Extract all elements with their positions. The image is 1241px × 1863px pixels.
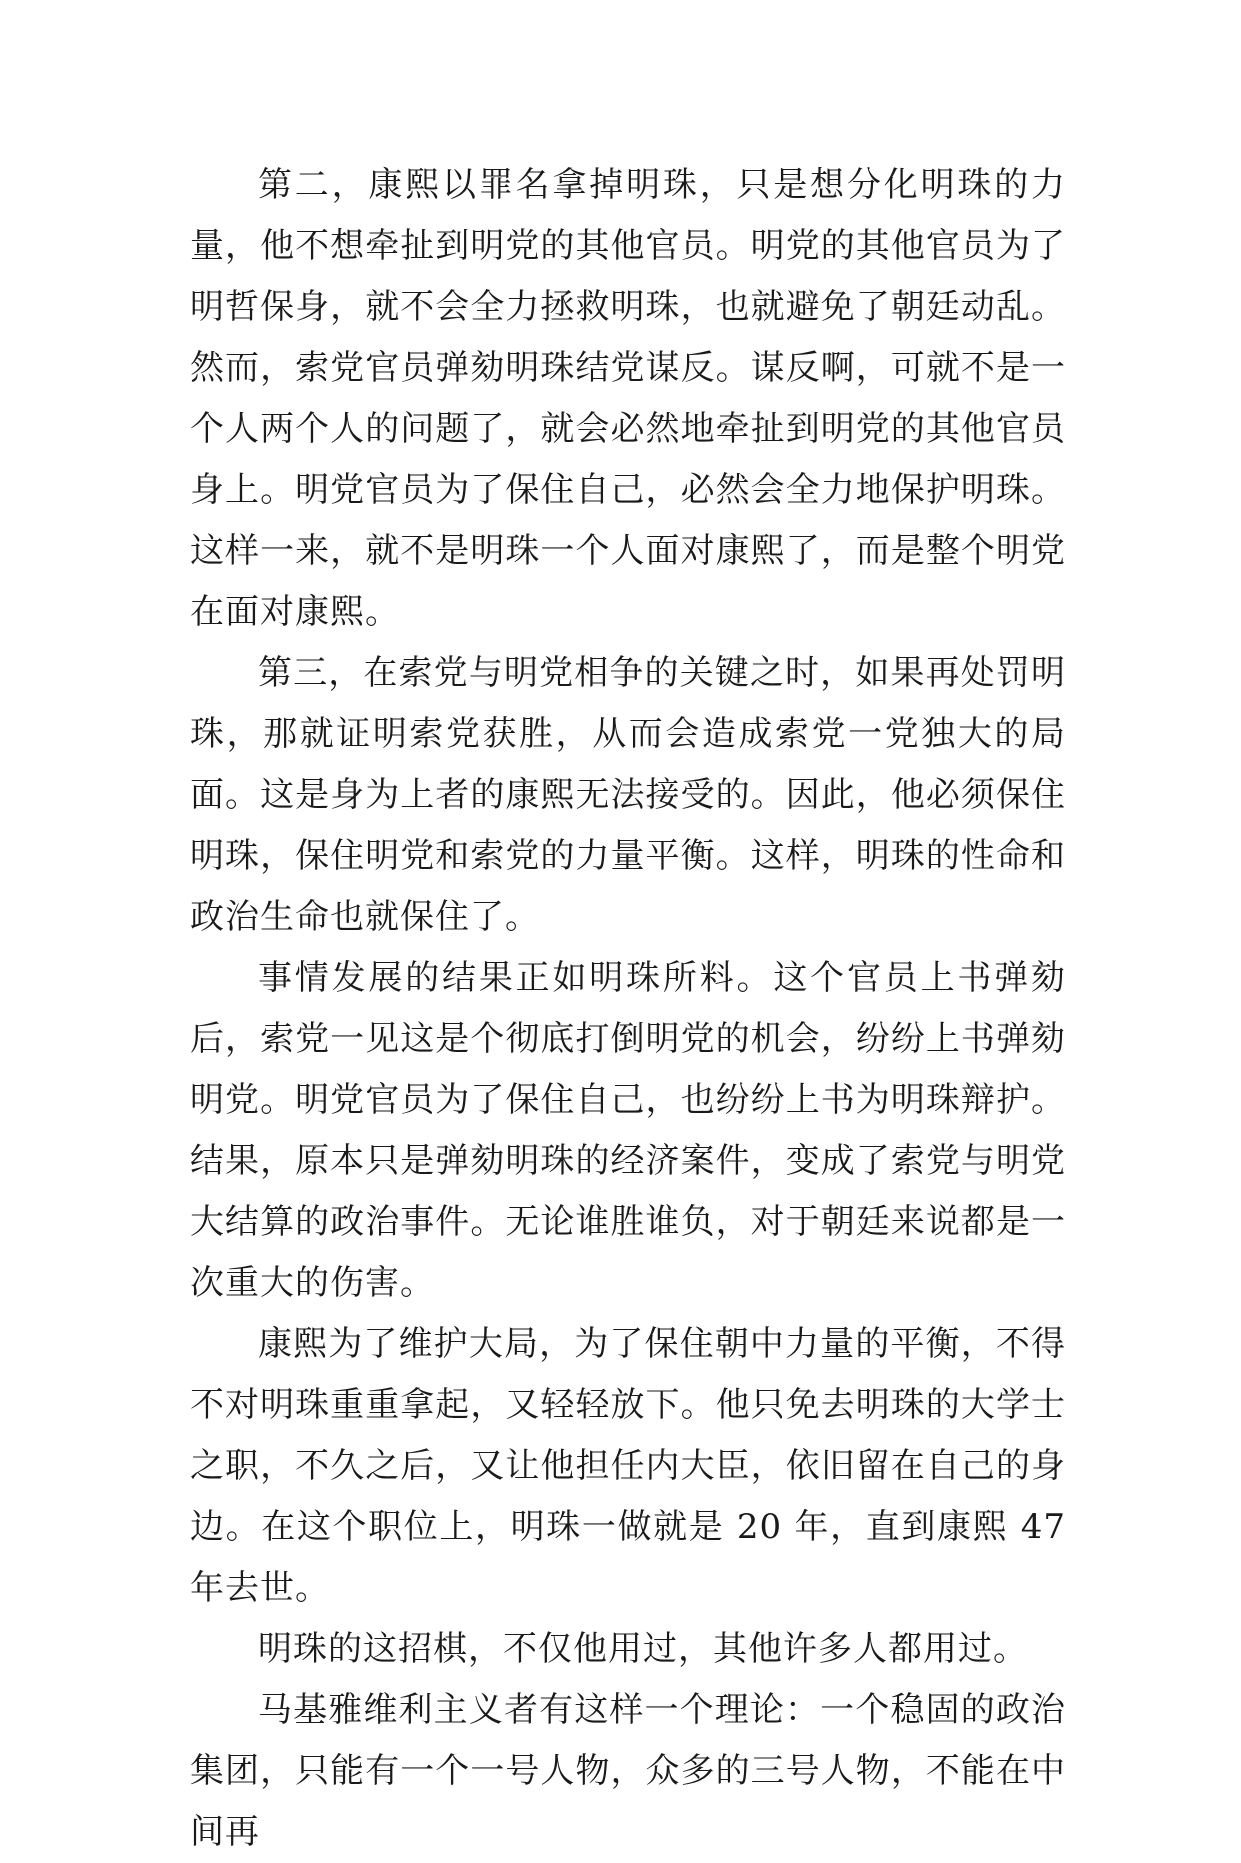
- paragraph-3: 事情发展的结果正如明珠所料。这个官员上书弹劾后，索党一见这是个彻底打倒明党的机会，纷纷上书弹劾明党。明党官员为了保住自己，也纷纷上书为明珠辩护。结果，原本只是弹劾明珠的经济案件，变成了索党与明党大结算的政治事件。无论谁胜谁负，对于朝廷来说都是一次重大的伤害。: [190, 958, 1066, 1303]
- paragraph-5: 明珠的这招棋，不仅他用过，其他许多人都用过。: [258, 1629, 1028, 1669]
- paragraph-2: 第三，在索党与明党相争的关键之时，如果再处罚明珠，那就证明索党获胜，从而会造成索党一党独大的局面。这是身为上者的康熙无法接受的。因此，他必须保住明珠，保住明党和索党的力量平衡。这样，明珠的性命和政治生命也就保住了。: [190, 653, 1066, 937]
- paragraph-4: 康熙为了维护大局，为了保住朝中力量的平衡，不得不对明珠重重拿起，又轻轻放下。他只免去明珠的大学士之职，不久之后，又让他担任内大臣，依旧留在自己的身边。在这个职位上，明珠一做就是 20 年，直到康熙 47 年去世。: [190, 1324, 1066, 1608]
- paragraph-1: 第二，康熙以罪名拿掉明珠，只是想分化明珠的力量，他不想牵扯到明党的其他官员。明党的其他官员为了明哲保身，就不会全力拯救明珠，也就避免了朝廷动乱。然而，索党官员弹劾明珠结党谋反。谋反啊，可就不是一个人两个人的问题了，就会必然地牵扯到明党的其他官员身上。明党官员为了保住自己，必然会全力地保护明珠。这样一来，就不是明珠一个人面对康熙了，而是整个明党在面对康熙。: [190, 165, 1066, 632]
- paragraph-6: 马基雅维利主义者有这样一个理论：一个稳固的政治集团，只能有一个一号人物，众多的三号人物，不能在中间再: [190, 1690, 1066, 1852]
- body-text: [190, 155, 1066, 1863]
